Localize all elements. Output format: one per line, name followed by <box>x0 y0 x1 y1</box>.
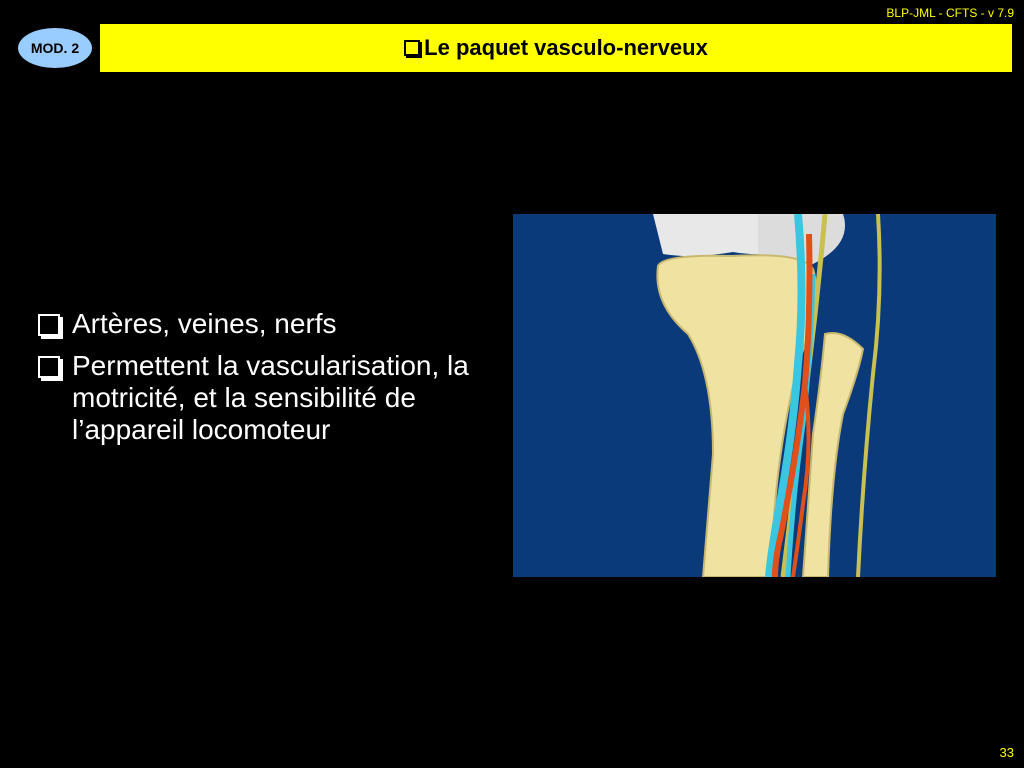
bullet-text: Artères, veines, nerfs <box>72 308 337 339</box>
checkbox-bullet-icon <box>404 40 420 56</box>
leg-anatomy-illustration <box>513 214 996 577</box>
checkbox-bullet-icon <box>38 356 60 378</box>
version-label: BLP-JML - CFTS - v 7.9 <box>886 6 1014 20</box>
module-badge-label: MOD. 2 <box>30 40 80 56</box>
checkbox-bullet-icon <box>38 314 60 336</box>
title-bar <box>100 24 1012 72</box>
list-item <box>38 308 508 340</box>
page-number: 33 <box>999 745 1014 760</box>
module-badge <box>18 28 92 68</box>
list-item <box>38 350 508 446</box>
bullet-list <box>38 308 508 456</box>
bullet-text: Permettent la vascularisation, la motricité, et la sensibilité de l’appareil locomoteur <box>72 350 469 445</box>
page-title: Le paquet vasculo-nerveux <box>424 35 708 60</box>
anatomy-image <box>513 214 996 577</box>
